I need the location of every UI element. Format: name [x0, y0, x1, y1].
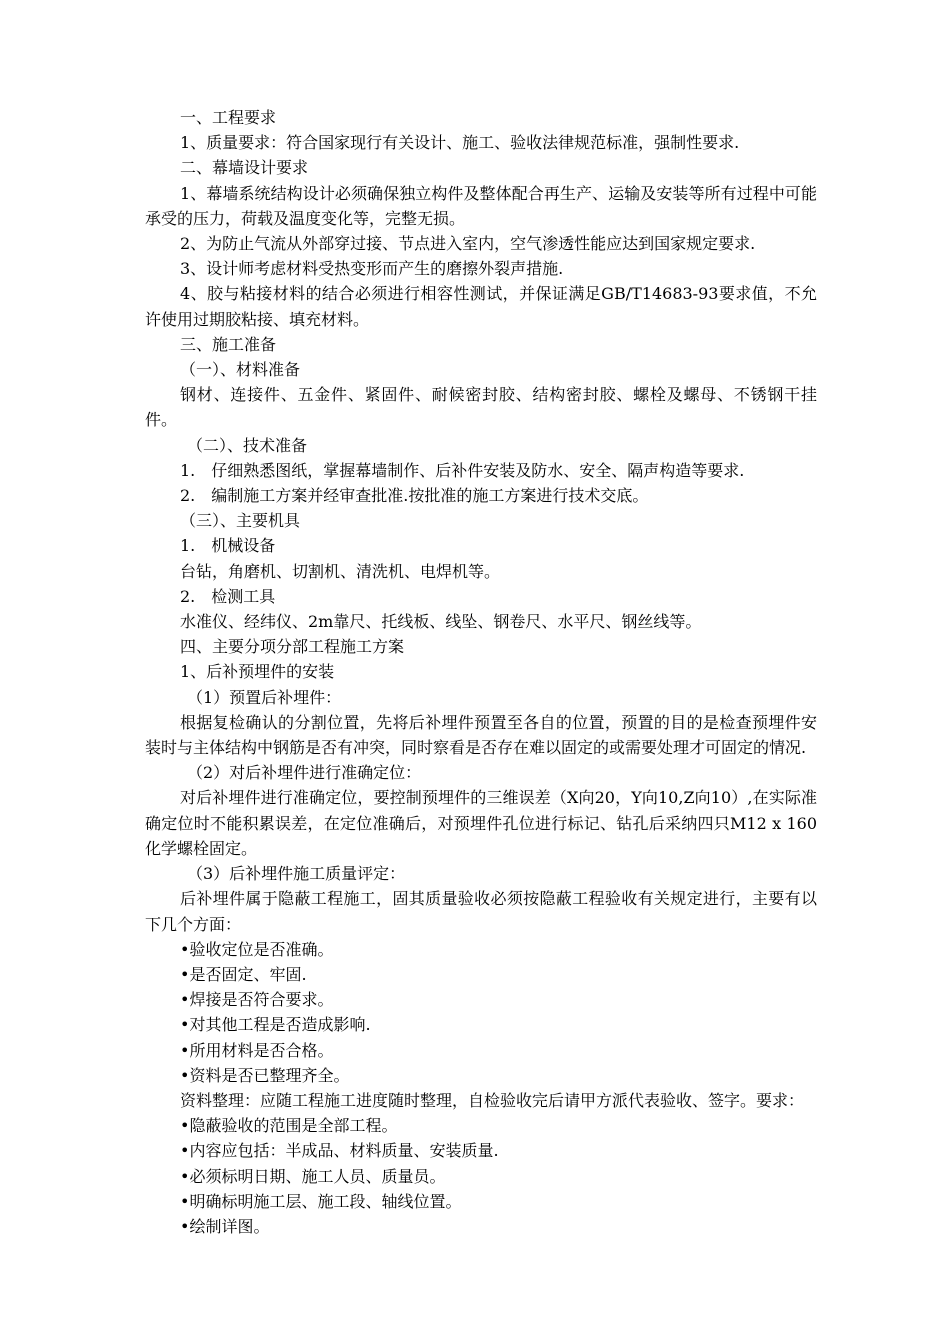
paragraph: 水准仪、经纬仪、2m靠尺、托线板、线坠、钢卷尺、水平尺、钢丝线等。: [180, 612, 702, 632]
paragraph: 对后补埋件进行准确定位，要控制预埋件的三维误差（X向20，Y向10,Z向10）,在实际准确定位时不能积累误差，在定位准确后，对预埋件孔位进行标记、钻孔后采纳四只M12 x 160化学螺栓固定。: [145, 788, 817, 858]
paragraph: 2. 编制施工方案并经审查批准.按批准的施工方案进行技术交底。: [180, 486, 649, 506]
bullet-item: •绘制详图。: [180, 1216, 270, 1236]
list-heading: 2. 检测工具: [180, 586, 276, 606]
paragraph: 资料整理：应随工程施工进度随时整理，自检验收完后请甲方派代表验收、签字。要求：: [180, 1090, 805, 1110]
bullet-item: •明确标明施工层、施工段、轴线位置。: [180, 1191, 462, 1211]
bullet-item: •资料是否已整理齐全。: [180, 1065, 350, 1085]
paragraph: 根据复检确认的分割位置，先将后补埋件预置至各自的位置，预置的目的是检查预埋件安装时与主体结构中钢筋是否有冲突，同时察看是否存在难以固定的或需要处理才可固定的情况.: [145, 712, 817, 758]
bullet-item: •所用材料是否合格。: [180, 1040, 334, 1060]
bullet-item: •焊接是否符合要求。: [180, 990, 334, 1010]
document-body: [145, 105, 817, 1239]
paragraph: 钢材、连接件、五金件、紧固件、耐候密封胶、结构密封胶、螺栓及螺母、不锈钢干挂件。: [145, 385, 817, 430]
list-heading: 1. 机械设备: [180, 536, 276, 556]
bullet-item: •验收定位是否准确。: [180, 939, 334, 959]
paragraph: 台钻，角磨机、切割机、清洗机、电焊机等。: [180, 561, 501, 581]
paragraph: 1、质量要求：符合国家现行有关设计、施工、验收法律规范标准，强制性要求.: [180, 133, 740, 153]
paragraph: 2、为防止气流从外部穿过接、节点进入室内，空气渗透性能应达到国家规定要求.: [180, 234, 756, 254]
section-heading: 四、主要分项分部工程施工方案: [180, 637, 405, 657]
bullet-item: •隐蔽验收的范围是全部工程。: [180, 1116, 398, 1136]
paragraph: 1、幕墙系统结构设计必须确保独立构件及整体配合再生产、运输及安装等所有过程中可能承受的压力，荷载及温度变化等，完整无损。: [145, 183, 817, 228]
paragraph: 后补埋件属于隐蔽工程施工，固其质量验收必须按隐蔽工程验收有关规定进行，主要有以下几个方面：: [145, 889, 817, 934]
subsection-heading: （3）后补埋件施工质量评定：: [187, 864, 406, 884]
bullet-item: •必须标明日期、施工人员、质量员。: [180, 1166, 446, 1186]
section-heading: 三、施工准备: [180, 334, 277, 354]
section-heading: 一、工程要求: [180, 108, 277, 127]
subsection-heading: 1、后补预埋件的安装: [180, 662, 335, 682]
subsection-heading: （1）预置后补埋件：: [187, 687, 342, 707]
subsection-heading: （二）、技术准备: [187, 435, 308, 455]
bullet-item: •内容应包括：半成品、材料质量、安装质量.: [180, 1141, 499, 1161]
section-heading: 二、幕墙设计要求: [180, 158, 309, 178]
paragraph: 1. 仔细熟悉图纸，掌握幕墙制作、后补件安装及防水、安全、隔声构造等要求.: [180, 460, 745, 480]
paragraph: 4、胶与粘接材料的结合必须进行相容性测试，并保证满足GB/T14683-93要求值，不允许使用过期胶粘接、填充材料。: [145, 284, 817, 329]
subsection-heading: （一）、材料准备: [180, 360, 301, 380]
bullet-item: •是否固定、牢固.: [180, 964, 307, 984]
bullet-item: •对其他工程是否造成影响.: [180, 1015, 371, 1035]
subsection-heading: （2）对后补埋件进行准确定位：: [187, 763, 422, 783]
paragraph: 3、设计师考虑材料受热变形而产生的磨擦外裂声措施.: [180, 259, 564, 279]
subsection-heading: （三）、主要机具: [180, 511, 301, 531]
